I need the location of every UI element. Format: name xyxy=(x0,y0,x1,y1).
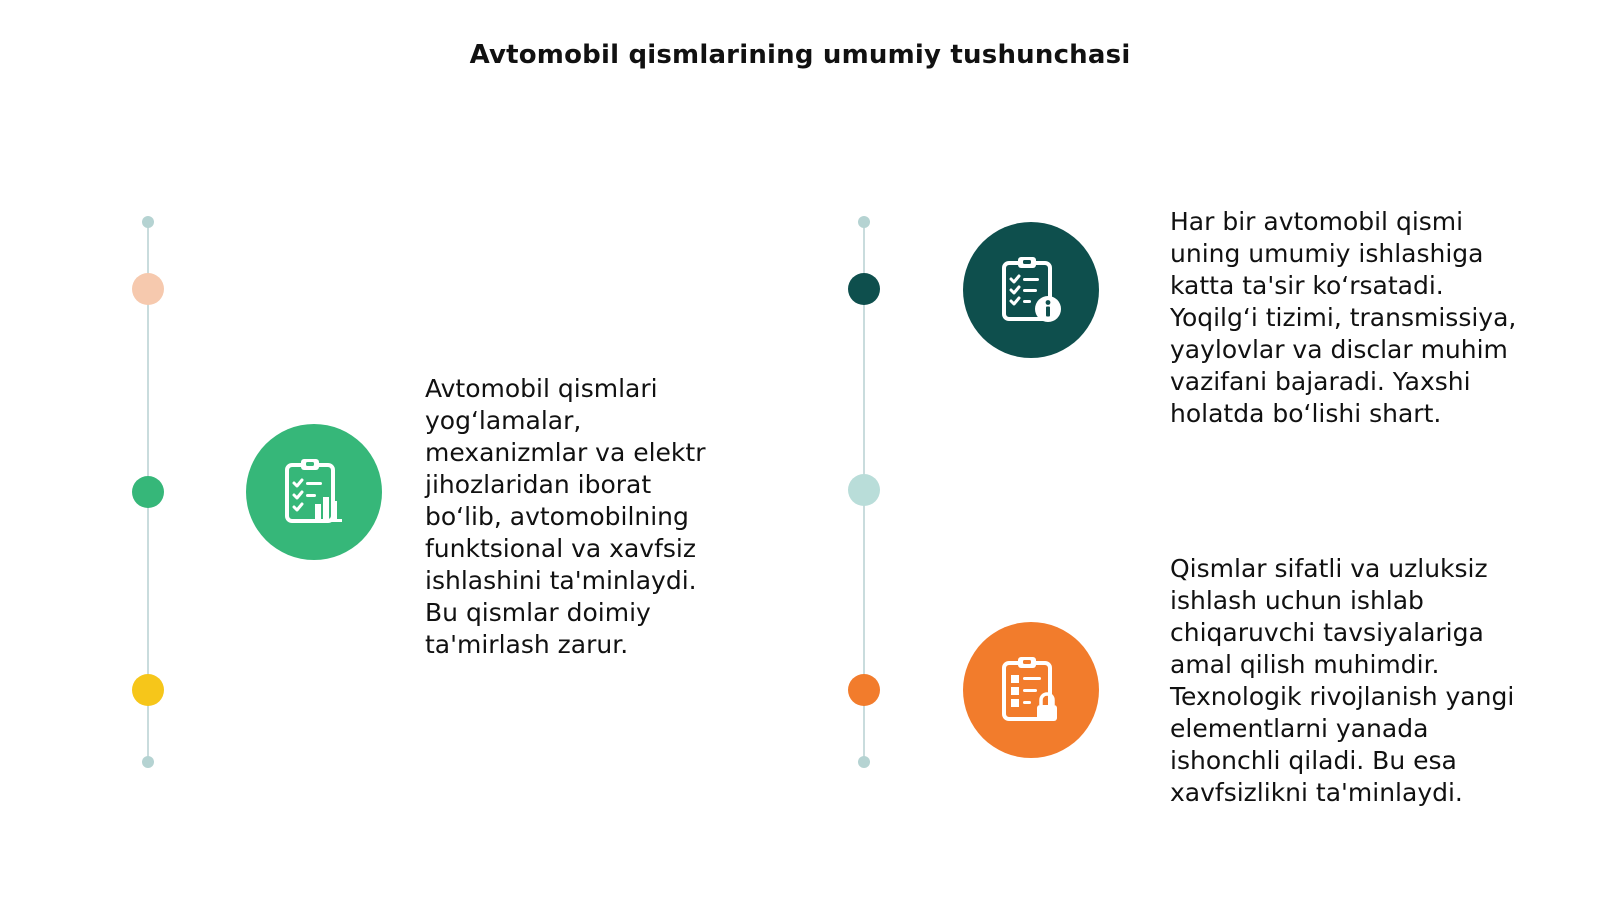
timeline-right-end-dot xyxy=(858,756,870,768)
text-line: vazifani bajaradi. Yaxshi xyxy=(1170,367,1471,396)
text-line: ishlashini ta'minlaydi. xyxy=(425,566,697,595)
page-title: Avtomobil qismlarining umumiy tushunchasi xyxy=(469,40,1131,70)
text-block-2 xyxy=(1170,206,1516,430)
text-line: ishonchli qiladi. Bu esa xyxy=(1170,746,1457,775)
icon-circle-green xyxy=(246,424,382,560)
text-line: mexanizmlar va elektr xyxy=(425,438,706,467)
text-line: katta ta'sir ko‘rsatadi. xyxy=(1170,271,1444,300)
timeline-right-start-dot xyxy=(858,216,870,228)
text-line: yaylovlar va disclar muhim xyxy=(1170,335,1508,364)
text-line: amal qilish muhimdir. xyxy=(1170,650,1440,679)
text-line: ta'mirlash zarur. xyxy=(425,630,629,659)
text-line: uning umumiy ishlashiga xyxy=(1170,239,1484,268)
timeline-right-node-dark xyxy=(848,273,880,305)
text-line: Qismlar sifatli va uzluksiz xyxy=(1170,554,1488,583)
icon-circle-dark-teal xyxy=(963,222,1099,358)
text-line: Bu qismlar doimiy xyxy=(425,598,651,627)
text-line: Har bir avtomobil qismi xyxy=(1170,207,1464,236)
text-line: ishlash uchun ishlab xyxy=(1170,586,1424,615)
text-line: Yoqilg‘i tizimi, transmissiya, xyxy=(1170,303,1517,332)
text-line: Texnologik rivojlanish yangi xyxy=(1170,682,1515,711)
text-line: elementlarni yanada xyxy=(1170,714,1429,743)
text-line: yog‘lamalar, xyxy=(425,406,582,435)
text-line: holatda bo‘lishi shart. xyxy=(1170,399,1442,428)
text-line: chiqaruvchi tavsiyalariga xyxy=(1170,618,1484,647)
timeline-right-node-light xyxy=(848,474,880,506)
text-line: bo‘lib, avtomobilning xyxy=(425,502,689,531)
timeline-right-node-orange xyxy=(848,674,880,706)
text-block-3 xyxy=(1170,553,1514,809)
text-line: funktsional va xavfsiz xyxy=(425,534,696,563)
clipboard-chart-icon xyxy=(279,457,349,527)
text-line: jihozlaridan iborat xyxy=(425,470,652,499)
clipboard-lock-icon xyxy=(996,655,1066,725)
clipboard-info-icon xyxy=(996,255,1066,325)
text-line: Avtomobil qismlari xyxy=(425,374,658,403)
text-line: xavfsizlikni ta'minlaydi. xyxy=(1170,778,1463,807)
icon-circle-orange xyxy=(963,622,1099,758)
text-block-1 xyxy=(425,373,706,661)
